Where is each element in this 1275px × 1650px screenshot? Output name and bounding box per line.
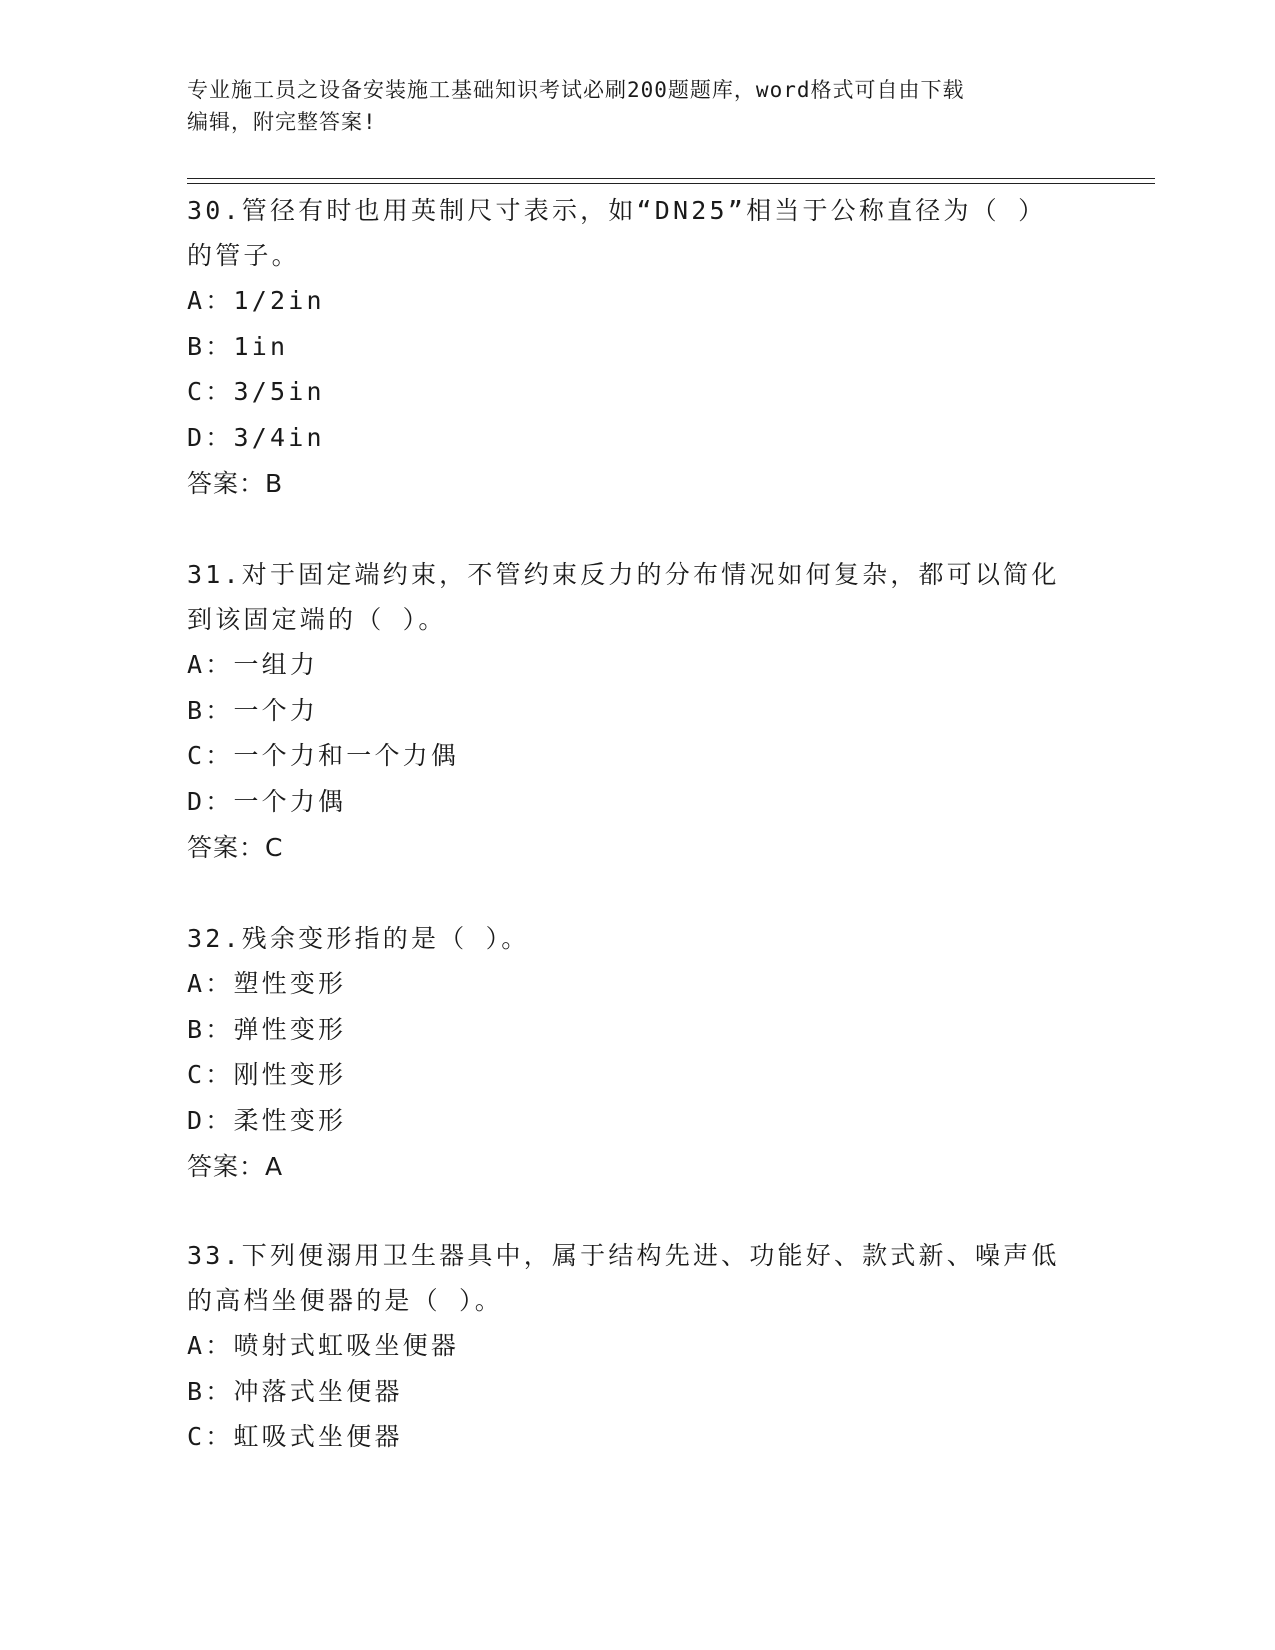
option-a bbox=[187, 278, 1087, 324]
option-b bbox=[187, 1007, 1087, 1053]
option-key: B： bbox=[187, 1376, 234, 1406]
option-key: B： bbox=[187, 1014, 234, 1044]
option-b bbox=[187, 688, 1087, 734]
option-key: A： bbox=[187, 286, 234, 315]
question-stem-line: 32.残余变形指的是（ ）。 bbox=[187, 924, 530, 953]
option-c bbox=[187, 369, 1087, 415]
question-stem-line: 33.下列便溺用卫生器具中，属于结构先进、功能好、款式新、噪声低 bbox=[187, 1241, 1060, 1270]
option-b bbox=[187, 1369, 1087, 1415]
option-d bbox=[187, 1098, 1087, 1144]
header-divider-top bbox=[187, 178, 1155, 179]
option-text: 刚性变形 bbox=[233, 1060, 347, 1089]
option-a bbox=[187, 961, 1087, 1007]
question-33 bbox=[187, 1233, 1087, 1460]
header-divider-bottom bbox=[187, 183, 1155, 184]
option-key: C： bbox=[187, 1060, 234, 1089]
option-text: 1in bbox=[233, 331, 289, 361]
option-d bbox=[187, 415, 1087, 461]
question-32 bbox=[187, 916, 1087, 1189]
option-text: 一个力和一个力偶 bbox=[233, 741, 460, 770]
option-a bbox=[187, 1323, 1087, 1369]
option-text: 一个力 bbox=[233, 695, 319, 725]
option-text: 弹性变形 bbox=[233, 1014, 347, 1044]
answer-label: 答案：B bbox=[187, 469, 284, 498]
option-key: C： bbox=[187, 377, 234, 406]
option-text: 1/2in bbox=[233, 286, 325, 315]
option-text: 3/5in bbox=[233, 377, 325, 406]
option-c bbox=[187, 733, 1087, 779]
option-b bbox=[187, 324, 1087, 370]
header-title-line-2: 编辑，附完整答案! bbox=[187, 110, 377, 134]
option-text: 虹吸式坐便器 bbox=[233, 1422, 403, 1451]
option-text: 塑性变形 bbox=[233, 969, 347, 998]
header-title-line-1: 专业施工员之设备安装施工基础知识考试必刷200题题库，word格式可自由下载 bbox=[187, 78, 965, 102]
question-31 bbox=[187, 552, 1087, 870]
option-text: 3/4in bbox=[233, 422, 325, 452]
option-text: 喷射式虹吸坐便器 bbox=[233, 1331, 460, 1360]
option-a bbox=[187, 642, 1087, 688]
option-key: B： bbox=[187, 331, 234, 361]
option-key: B： bbox=[187, 695, 234, 725]
option-d bbox=[187, 779, 1087, 825]
document-header bbox=[187, 74, 1087, 138]
question-stem bbox=[187, 916, 1087, 961]
question-stem bbox=[187, 188, 1087, 278]
option-text: 一组力 bbox=[233, 650, 319, 679]
option-text: 柔性变形 bbox=[233, 1105, 347, 1135]
option-key: D： bbox=[187, 422, 234, 452]
question-stem-line: 30.管径有时也用英制尺寸表示，如“DN25”相当于公称直径为（ ） bbox=[187, 196, 1047, 225]
question-stem-line: 的高档坐便器的是（ ）。 bbox=[187, 1286, 503, 1315]
option-key: A： bbox=[187, 650, 234, 679]
option-c bbox=[187, 1052, 1087, 1098]
answer-label: 答案：C bbox=[187, 833, 284, 862]
option-text: 冲落式坐便器 bbox=[233, 1376, 403, 1406]
option-c bbox=[187, 1414, 1087, 1460]
option-key: C： bbox=[187, 1422, 234, 1451]
answer-label: 答案：A bbox=[187, 1152, 284, 1181]
option-key: A： bbox=[187, 969, 234, 998]
option-key: A： bbox=[187, 1331, 234, 1360]
option-key: C： bbox=[187, 741, 234, 770]
question-stem-line: 的管子。 bbox=[187, 241, 300, 270]
question-stem-line: 31.对于固定端约束，不管约束反力的分布情况如何复杂，都可以简化 bbox=[187, 560, 1060, 589]
question-stem-line: 到该固定端的（ ）。 bbox=[187, 605, 447, 634]
question-stem bbox=[187, 552, 1087, 642]
option-key: D： bbox=[187, 1105, 234, 1135]
question-stem bbox=[187, 1233, 1087, 1323]
option-key: D： bbox=[187, 786, 234, 816]
question-30 bbox=[187, 188, 1087, 506]
option-text: 一个力偶 bbox=[233, 786, 347, 816]
